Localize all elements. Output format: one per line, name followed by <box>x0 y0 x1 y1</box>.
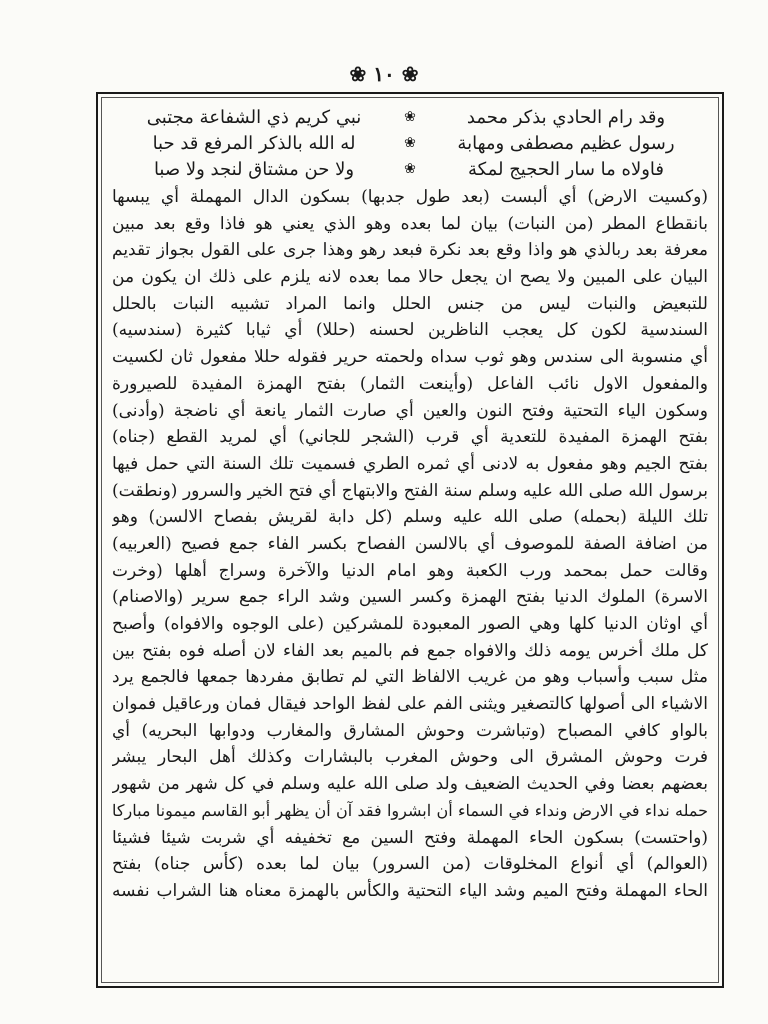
page-number-value: ۱۰ <box>373 62 395 86</box>
verse-separator-icon: ❀ <box>404 135 416 151</box>
text-line: (وكسيت الارض) أي ألبست (بعد طول جدبها) بسكون الدال المهملة أي يبسها <box>112 187 708 207</box>
page-number <box>0 62 768 86</box>
verse-hemistich-right: فاولاه ما سار الحجيج لمكة <box>467 158 664 180</box>
text-line: للتبعيض والنبات ليس من جنس الحلل وانما المراد تشبيه النبات بالحلل <box>112 293 708 314</box>
text-line: بفتح الهمزة المفيدة للتعدية أي قرب (الشجر للجاني) أي لمريد القطع (جناه) <box>112 427 708 448</box>
commentary-text <box>112 184 708 905</box>
ornament-right-icon: ❀ <box>401 62 419 86</box>
text-line: وقالت حمل بمحمد ورب الكعبة وهو امام الدنيا والآخرة وسراج أهلها (وخرت <box>112 560 708 581</box>
text-line: الاسرة) الملوك الدنيا بفتح الهمزة وكسر السين وشد الراء جمع سرير (والاصنام) <box>112 587 708 608</box>
verse-line <box>112 130 708 156</box>
verse-separator-icon: ❀ <box>404 109 416 125</box>
verse-line <box>112 156 708 182</box>
text-line: مثل سبب وأسباب وهو من غريب الالفاظ التي لم تطابق مفردها جمعها فالجمع يرد <box>112 667 708 688</box>
verse-hemistich-right: وقد رام الحادي بذكر محمد <box>466 106 666 128</box>
text-line: معرفة بعد ربالذي هو واذا وقع بعد نكرة فبعد رهو وهذا جرى على القول بجواز تقديم <box>112 240 708 261</box>
text-line: تلك الليلة (بحمله) صلى الله عليه وسلم (كل دابة لقريش بفصاح الالسن) وهو <box>112 507 708 528</box>
text-line: بعضهم بعضا وفي الحديث الضعيف ولد صلى الله عليه وسلم في كل شهر من شهور <box>112 774 708 795</box>
verse-hemistich-left: له الله بالذكر المرفع قد حبا <box>152 132 356 154</box>
text-line: (واحتست) بسكون الحاء المهملة وفتح السين مع تخفيفه أي شربت شيئا فشيئا <box>112 827 708 848</box>
text-line: بفتح الجيم وهو مفعول به لادنى أي ثمره الطري فسميت تلك السنة التي حمل فيها <box>112 453 708 474</box>
verse-hemistich-left: نبي كريم ذي الشفاعة مجتبى <box>146 106 362 128</box>
text-line: حمله نداء في الارض ونداء في السماء أن ابشروا فقد آن أن يظهر أبو القاسم ميمونا مباركا <box>112 800 708 820</box>
text-line: بالواو كافي المصباح (وتباشرت وحوش المشارق والمغارب ودوابها البحريه) أي <box>112 720 708 741</box>
poem-block <box>112 104 708 182</box>
verse-separator-icon: ❀ <box>404 161 416 177</box>
text-line: (العوالم) أي أنواع المخلوقات (من السرور) بيان لما بعده (كأس جناه) بفتح <box>112 854 708 875</box>
verse-line <box>112 104 708 130</box>
ornament-left-icon: ❀ <box>349 62 367 86</box>
text-line: الاشياء الى أصولها كالتصغير ويثنى الفم على لفظ الواحد فيقال فمان ورعاقيل فموان <box>112 694 708 715</box>
text-line: أي اوثان الدنيا كلها وهي الصور المعبودة للمشركين (على الوجوه والافواه) وأصبح <box>112 614 708 634</box>
text-line: والمفعول الاول نائب الفاعل (وأينعت الثمار) بفتح الهمزة المفيدة للصيرورة <box>112 373 708 394</box>
text-line: كل ملك أخرس يومه ذلك والافواه جمع فم بالميم بعد الفاء لان أصله فوه بفتح بين <box>112 640 708 661</box>
text-line: بانقطاع المطر (من النبات) بيان لما بعده وهو الذي يعني هو فاذا وقع بعد مبين <box>112 213 708 234</box>
text-line: السندسية لكون كل يعجب الناظرين لحسنه (حللا) أي ثيابا كثيرة (سندسيه) <box>112 320 708 341</box>
text-line: برسول الله صلى الله عليه وسلم سنة الفتح والابتهاج أي فتح الخير والسرور (ونطقت) <box>112 480 708 501</box>
text-line: أي منسوبة الى سندس وهو ثوب سداه ولحمته حرير فقوله حللا مفعول ثان لكسيت <box>112 347 708 368</box>
text-line: فرت وحوش المشرق الى وحوش المغرب بالبشارات وكذلك أهل البحار يبشر <box>112 747 708 768</box>
text-line: وسكون الياء التحتية وفتح النون والعين أي صارت الثمار يانعة أي ناضجة (وأدنى) <box>112 400 708 421</box>
text-line: الحاء المهملة وفتح الميم وشد الياء التحتية والكأس بالهمزة معناه هنا الشراب نفسه <box>112 880 708 901</box>
text-line: البيان على المبين ولا يصح ان يجعل حالا مما بعده لانه يلزم على ذلك ان يكون من <box>112 267 708 288</box>
text-line: من اضافة الصفة للموصوف أي بالالسن الفصاح بكسر الفاء جمع فصيح (العربيه) <box>112 533 708 554</box>
verse-hemistich-right: رسول عظيم مصطفى ومهابة <box>457 132 675 154</box>
verse-hemistich-left: ولا حن مشتاق لنجد ولا صبا <box>153 158 355 180</box>
